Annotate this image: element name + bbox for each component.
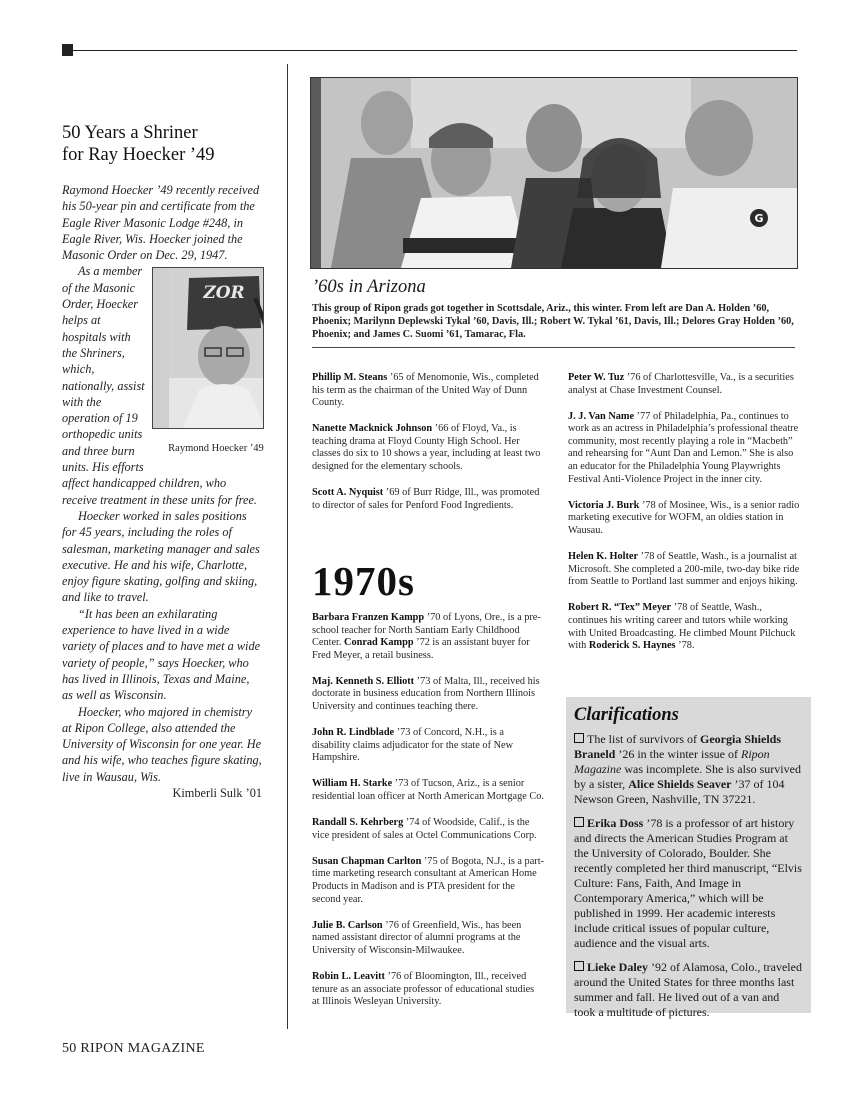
checkbox-bullet-icon — [574, 817, 584, 827]
portrait-figure — [152, 267, 264, 457]
portrait-photo — [152, 267, 264, 429]
class-note-entry: Julie B. Carlson ’76 of Greenfield, Wis., has been named assistant director of alumni programs at the University of Wisconsin-Milwaukee. — [312, 919, 522, 956]
class-note-entry: Maj. Kenneth S. Elliott ’73 of Malta, Ill., received his doctorate in business education from Northern Illinois University and continues teaching there. — [312, 675, 540, 713]
class-note-entry: Susan Chapman Carlton ’75 of Bogota, N.J., is a part-time marketing research consultant at American Home Products in Madison and is PTA president for the second year. — [312, 855, 544, 905]
byline: Kimberli Sulk ’01 — [172, 785, 262, 800]
clarification-item: Lieke Daley ’92 of Alamosa, Colo., traveled around the United States for three months last summer and fall. He lived out of a van and took a multitude of pictures. — [574, 960, 802, 1019]
class-note-entry: Nanette Macknick Johnson ’66 of Floyd, Va., is teaching drama at Floyd County High School. Her classes do six to 10 shows a year, including at least two designed for the elementary schools. — [312, 423, 541, 473]
checkbox-bullet-icon — [574, 733, 584, 743]
class-notes-right-column — [568, 372, 800, 666]
class-note-entry: Barbara Franzen Kampp ’70 of Lyons, Ore., is a pre-school teacher for North Santiam Early Childhood Center. Conrad Kampp ’72 is an assistant buyer for Fred Meyer, a retail business. — [312, 612, 541, 661]
class-note-entry: William H. Starke ’73 of Tucson, Ariz., is a senior residential loan officer at North American Mortgage Co. — [312, 778, 544, 803]
caption-rule — [312, 347, 795, 348]
class-note-entry: Victoria J. Burk ’78 of Mosinee, Wis., is a senior radio marketing executive for WOFM, an oldies station in Wausau. — [568, 499, 800, 536]
clarification-item: The list of survivors of Georgia Shields Braneld ’26 in the winter issue of Ripon Magazine was incomplete. She is also survived by a sister, Alice Shields Seaver ’37 of 104 Newson Green, Nashville, TN 37221. — [574, 732, 801, 806]
article-paragraph-5: Hoecker, who majored in chemistry at Ripon College, also attended the University of Wisconsin for one year. He and his wife, who teaches figure skating, live in Wausau, Wis. — [62, 704, 262, 784]
portrait-caption: Raymond Hoecker ’49 — [168, 443, 264, 455]
clarification-item: Erika Doss ’78 is a professor of art history and directs the American Studies Program at the University of Colorado, Boulder. She recently completed her third manuscript, “Elvis Culture: Fans, Faith, And Image in Contemporary America,” which will be published in 1999. Her academic interests include critical issues of popular culture, audience and the visual arts. — [574, 816, 802, 950]
clarifications-title: Clarifications — [574, 705, 679, 725]
article-paragraph-2: ZOR Raymond Hoecker ’49 As a member of the Masonic Order, Hoecker helps at hospitals with the Shriners, which, nationally, assist with the operation of 19 orthopedic units and three burn units. His efforts affect handicapped children, who receive treatment in these units for free. — [62, 263, 262, 507]
group-photo-illustration — [311, 78, 797, 268]
fez-text: ZOR — [203, 283, 245, 304]
group-photo — [310, 77, 798, 269]
class-note-entry: J. J. Van Name ’77 of Philadelphia, Pa., continues to work as an actress in Philadelphia’s professional theatre community, most recently playing a role in “Macbeth” and rehearsing for “Aunt Dan and Lemon.” She is also an educator for the Philadelphia Young Playwrights Festival Anti-Violence Project in the inner city. — [568, 410, 799, 485]
photo-caption: This group of Ripon grads got together in Scottsdale, Ariz., this winter. From left are Dan A. Holden ’60, Phoenix; Marilynn Deplewski Tykal ’60, Davis, Ill.; Robert W. Tykal ’61, Davis, Ill.; Delores Gray Holden ’60, Phoenix; and James C. Suomi ’61, Tamarac, Fla. — [312, 303, 794, 340]
checkbox-bullet-icon — [574, 961, 584, 971]
portrait-illustration — [169, 268, 264, 428]
column-divider — [287, 64, 288, 1029]
photo-section-title: ’60s in Arizona — [312, 277, 426, 297]
class-notes-1970s — [312, 612, 544, 1022]
article-body — [62, 182, 262, 801]
class-note-entry: Helen K. Holter ’78 of Seattle, Wash., is a journalist at Microsoft. She completed a 200-mile, two-day bike ride from Seattle to Portland last summer and enjoys hiking. — [568, 551, 800, 588]
class-note-entry: Randall S. Kehrberg ’74 of Woodside, Calif., is the vice president of sales at Octel Communications Corp. — [312, 817, 537, 841]
class-note-entry: Peter W. Tuz ’76 of Charlottesville, Va., is a securities analyst at Chase Investment Counsel. — [568, 372, 794, 396]
article-title-line2: for Ray Hoecker ’49 — [62, 145, 215, 165]
class-notes-1960s — [312, 372, 544, 526]
class-note-entry: Robert R. “Tex” Meyer ’78 of Seattle, Wash., continues his writing career and tutors while working with United Broadcasting. He climbed Mount Pilchuck with Roderick S. Haynes ’78. — [568, 602, 796, 652]
feature-article — [62, 122, 262, 801]
class-note-entry: Phillip M. Steans ’65 of Menomonie, Wis., completed his term as the chairman of the United Way of Dunn County. — [312, 372, 539, 409]
class-note-entry: Robin L. Leavitt ’76 of Bloomington, Ill., received tenure as an associate professor of educational studies at Illinois Wesleyan University. — [312, 970, 535, 1008]
page-footer: 50 RIPON MAGAZINE — [62, 1041, 205, 1056]
article-paragraph-4: “It has been an exhilarating experience to have lived in a wide variety of places and to have met a wide variety of people,” says Hoecker, who has lived in Illinois, Texas and Maine, as well as Wisconsin. — [62, 606, 261, 703]
class-note-entry: Scott A. Nyquist ’69 of Burr Ridge, Ill., was promoted to director of sales for Penford Food Ingredients. — [312, 487, 540, 511]
clarifications-box — [566, 697, 811, 1019]
class-note-entry: John R. Lindblade ’73 of Concord, N.H., is a disability claims adjudicator for the state of New Hampshire. — [312, 727, 514, 764]
shirt-logo: G — [754, 212, 764, 225]
header-rule — [73, 50, 797, 51]
article-title-line1: 50 Years a Shriner — [62, 123, 198, 143]
article-paragraph-1: Raymond Hoecker ’49 recently received his 50-year pin and certificate from the Eagle River Masonic Lodge #248, in Eagle River, Wis. Hoecker joined the Masonic Order on Dec. 29, 1947. — [62, 183, 260, 263]
article-paragraph-3: Hoecker worked in sales positions for 45 years, including the roles of salesman, marketing manager and sales executive. He and his wife, Charlotte, enjoy figure skating, golfing and skiing, and like to travel. — [62, 508, 260, 605]
article-title — [62, 122, 262, 166]
header-square-bullet — [62, 44, 73, 56]
decade-heading: 1970s — [312, 558, 415, 604]
